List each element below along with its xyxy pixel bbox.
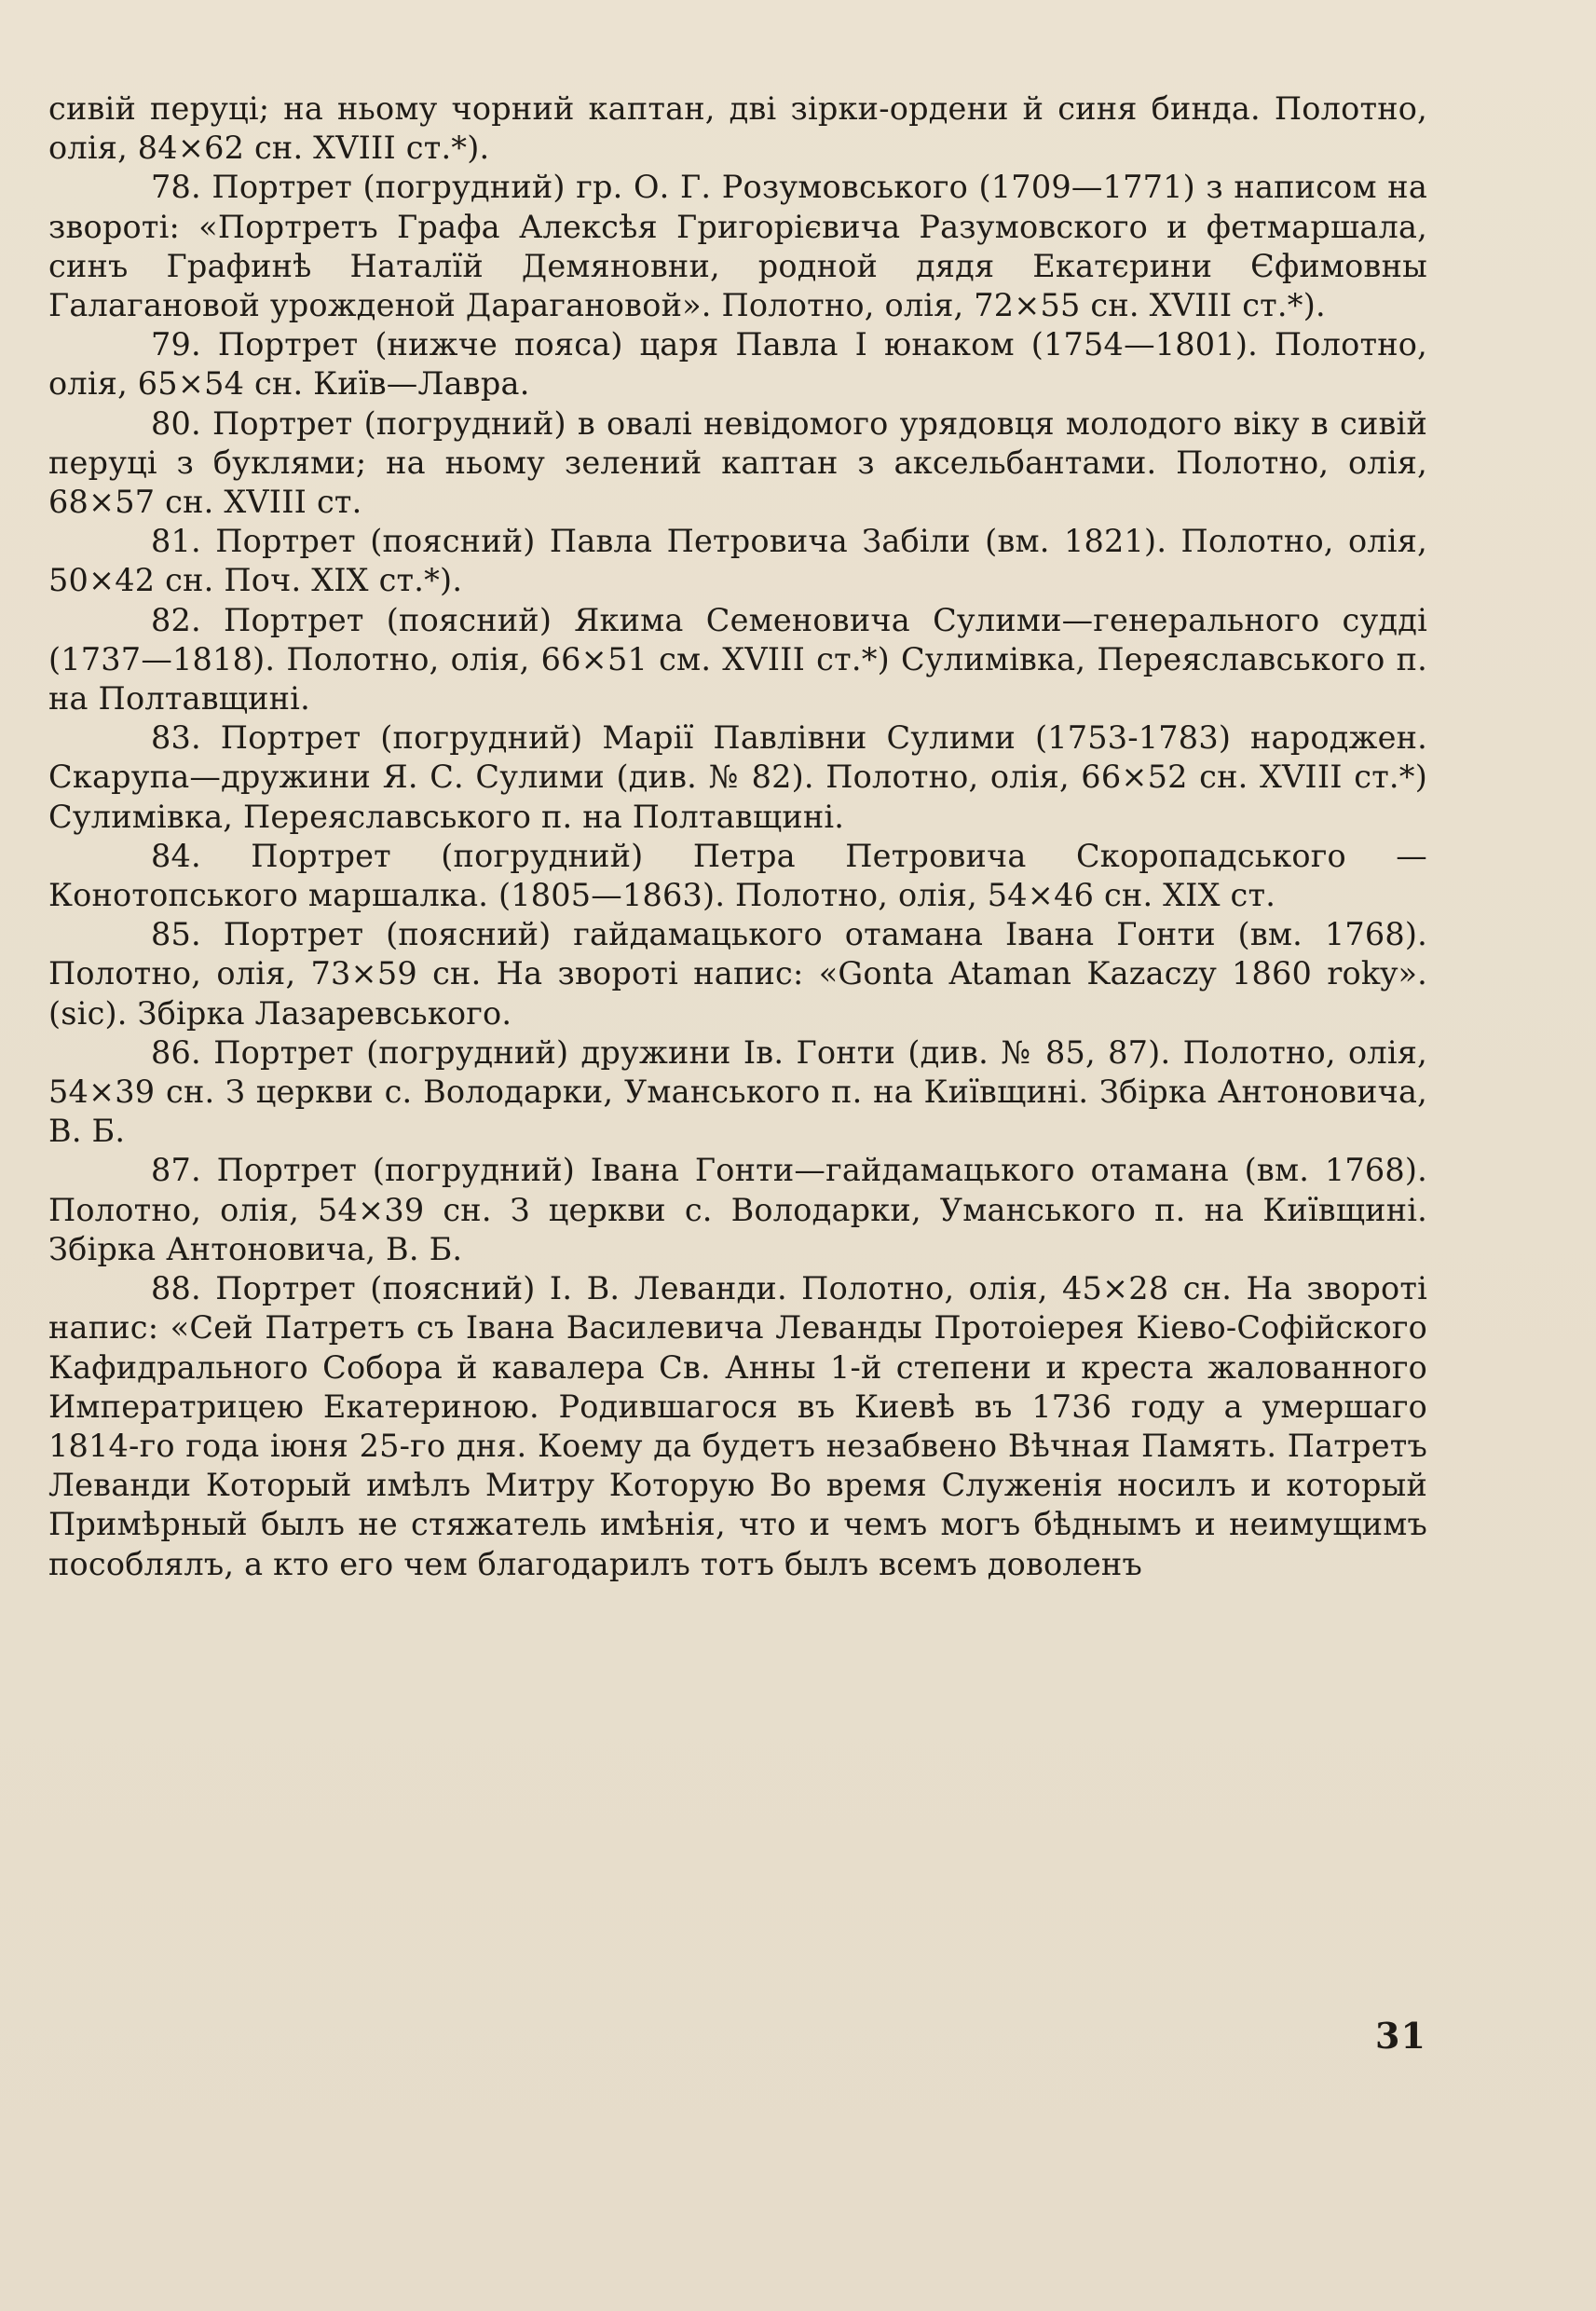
entry-81: 81. Портрет (поясний) Павла Петровича Забіли (вм. 1821). Полотно, олія, 50×42 сн. Поч. XIX ст.*). bbox=[48, 523, 1427, 599]
page-number: 31 bbox=[1375, 2015, 1426, 2057]
entry-85: 85. Портрет (поясний) гайдамацького отамана Івана Гонти (вм. 1768). Полотно, олія, 73×59 сн. На звороті напис: «Gonta Ataman Kazaczy 1860 roky». (sic). Збірка Лазаревського. bbox=[48, 916, 1427, 1032]
entry-84: 84. Портрет (погрудний) Петра Петровича Скоропадського — Конотопського маршалка. (1805—1863). Полотно, олія, 54×46 сн. XIX ст. bbox=[48, 837, 1427, 914]
entry-88: 88. Портрет (поясний) I. В. Леванди. Полотно, олія, 45×28 сн. На звороті напис: «Сей Патретъ съ Івана Василевича Леванды Протоіерея Кіево-Софійского Кафидрального Собора й кавалера Св. Анны 1-й степени и креста жалованного Императрицею Екатериною. Родившагося въ Киевѣ въ 1736 году а умершаго 1814-го года іюня 25-го дня. Коему да будетъ незабвено Вѣчная Память. Патретъ Леванди Который имѣлъ Митру Которую Во время Служенія носилъ и который Примѣрный былъ не стяжатель имѣнія, что и чемъ могъ бѣднымъ и неимущимъ пособлялъ, а кто его чем благодарилъ тотъ былъ всемъ доволенъ bbox=[48, 1270, 1427, 1582]
entry-80: 80. Портрет (погрудний) в овалі невідомого урядовця молодого віку в сивій перуці з буклями; на ньому зелений каптан з аксельбантами. Полотно, олія, 68×57 сн. XVIII ст. bbox=[48, 404, 1427, 521]
entry-82: 82. Портрет (поясний) Якима Семеновича Сулими—генерального судді (1737—1818). Полотно, олія, 66×51 см. XVIII ст.*) Сулимівка, Переяславського п. на Полтавщині. bbox=[48, 601, 1427, 718]
catalog-text bbox=[48, 89, 1427, 1584]
entry-83: 83. Портрет (погрудний) Марії Павлівни Сулими (1753-1783) народжен. Скарупа—дружини Я. С. Сулими (див. № 82). Полотно, олія, 66×52 сн. XVIII ст.*) Сулимівка, Переяславського п. на Полтавщині. bbox=[48, 719, 1427, 835]
entry-86: 86. Портрет (погрудний) дружини Ів. Гонти (див. № 85, 87). Полотно, олія, 54×39 сн. З церкви с. Володарки, Уманського п. на Київщині. Збірка Антоновича, В. Б. bbox=[48, 1033, 1427, 1150]
entry-78: 78. Портрет (погрудний) гр. О. Г. Розумовського (1709—1771) з написом на звороті: «Портретъ Графа Алексѣя Григорієвича Разумовского и фетмаршала, синъ Графинѣ Наталїй Демяновни, родной дядя Екатєрини Єфимовны Галагановой урожденой Дарагановой». Полотно, олія, 72×55 сн. XVIII ст.*). bbox=[48, 169, 1427, 324]
paragraph-continuation: сивій перуці; на ньому чорний каптан, дві зірки-ордени й синя бинда. Полотно, олія, 84×62 сн. XVIII ст.*). bbox=[48, 90, 1427, 167]
entry-79: 79. Портрет (нижче пояса) царя Павла I юнаком (1754—1801). Полотно, олія, 65×54 сн. Київ—Лавра. bbox=[48, 326, 1427, 403]
entry-87: 87. Портрет (погрудний) Івана Гонти—гайдамацького отамана (вм. 1768). Полотно, олія, 54×39 сн. З церкви с. Володарки, Уманського п. на Київщині. Збірка Антоновича, В. Б. bbox=[48, 1152, 1427, 1267]
